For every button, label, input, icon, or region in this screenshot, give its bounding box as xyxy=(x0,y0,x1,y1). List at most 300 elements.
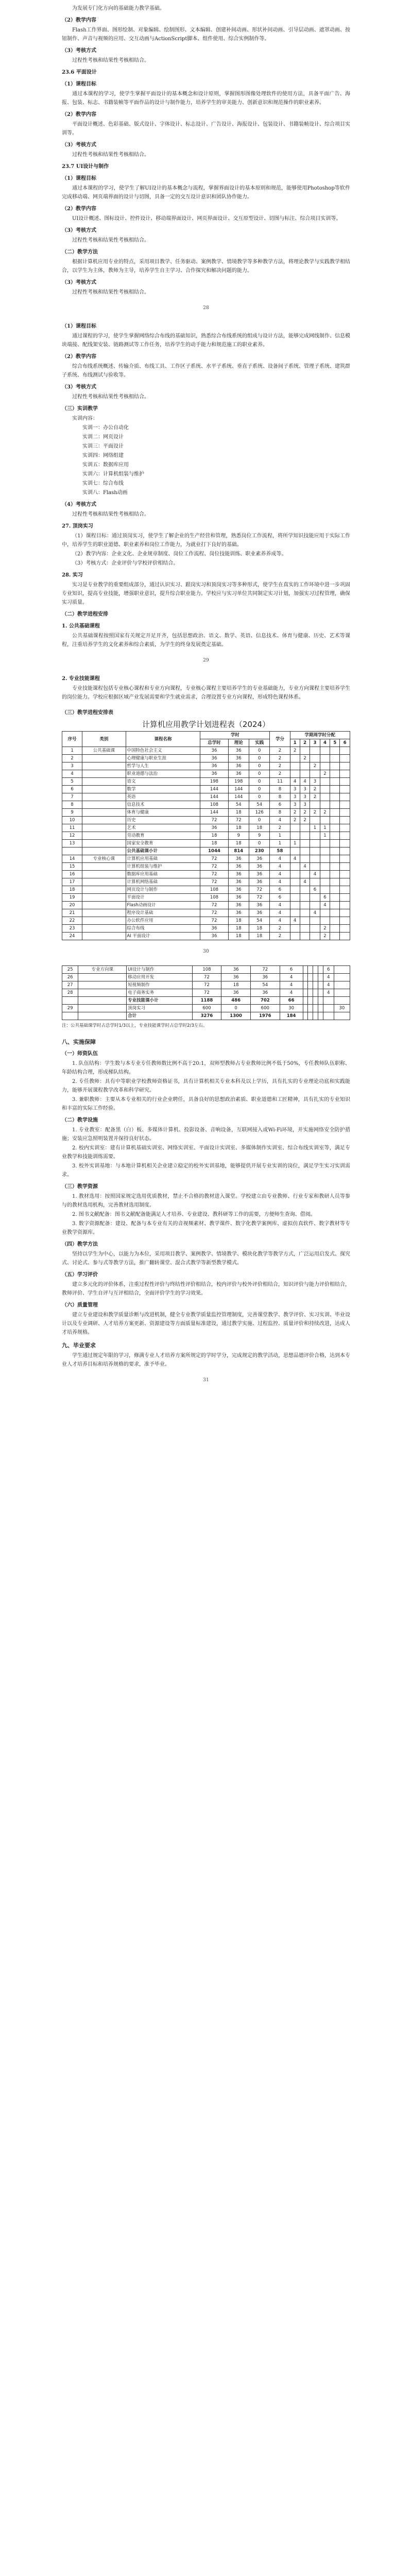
cell-semester xyxy=(290,894,300,902)
table-row xyxy=(62,786,350,793)
page-4 xyxy=(62,1038,350,1369)
cell-seq: 2 xyxy=(62,755,82,762)
cell-theory: 72 xyxy=(228,817,249,824)
cell-semester xyxy=(320,747,330,755)
table-subtotal-row xyxy=(62,848,350,855)
cell-semester xyxy=(320,840,330,848)
cell-total: 72 xyxy=(200,902,228,909)
cell-practice: 0 xyxy=(249,747,270,755)
cell-semester xyxy=(290,933,300,940)
cell-semester xyxy=(308,1012,313,1020)
cell-semester xyxy=(300,770,310,778)
cell-course: Flash动画设计 xyxy=(126,902,200,909)
cell-category xyxy=(82,762,126,770)
cell-total: 3276 xyxy=(192,1012,221,1020)
cell-total: 108 xyxy=(200,894,228,902)
table-row xyxy=(62,974,350,981)
cell-seq: 20 xyxy=(62,902,82,909)
cell-semester xyxy=(310,855,320,863)
cell-semester xyxy=(318,989,323,997)
cell-seq: 9 xyxy=(62,809,82,817)
page-3 xyxy=(62,674,350,940)
cell-seq xyxy=(62,848,82,855)
cell-theory: 36 xyxy=(228,855,249,863)
list-item: 实训八：Flash动画 xyxy=(82,490,128,496)
cell-credits: 4 xyxy=(270,817,290,824)
cell-credits: 4 xyxy=(270,855,290,863)
cell-semester xyxy=(310,770,320,778)
cell-semester: 1 xyxy=(320,832,330,840)
header-semester: 4 xyxy=(320,739,330,747)
cell-seq: 23 xyxy=(62,925,82,933)
cell-category xyxy=(78,997,127,1005)
cell-semester xyxy=(318,974,323,981)
cell-semester: 2 xyxy=(310,762,320,770)
cell-practice: 1976 xyxy=(250,1012,280,1020)
page-number: 30 xyxy=(203,949,209,954)
cell-theory: 36 xyxy=(228,909,249,917)
cell-semester xyxy=(330,755,340,762)
list-item: 实训七：综合布线 xyxy=(82,481,124,486)
cell-semester xyxy=(300,840,310,848)
cell-category xyxy=(78,981,127,989)
cell-seq: 18 xyxy=(62,886,82,894)
cell-practice: 126 xyxy=(249,809,270,817)
cell-semester xyxy=(320,762,330,770)
cell-semester xyxy=(290,770,300,778)
cell-practice: 230 xyxy=(249,848,270,855)
paragraph: 专业技能课程包括专业核心课程和专业方向课程，专业核心课程主要培养学生的专业基础能力，专业方向课程主要培养学生的岗位能力。学校应根据区域产业发展需要和学生就业需求，合理设置专业方向课程，形成特色课程体系。 xyxy=(62,686,350,700)
cell-practice: 36 xyxy=(249,855,270,863)
cell-total: 198 xyxy=(200,778,228,786)
cell-semester xyxy=(340,786,350,793)
header-semester: 2 xyxy=(300,739,310,747)
section-heading: 九、毕业要求 xyxy=(62,1342,96,1349)
cell-semester xyxy=(330,925,340,933)
cell-semester xyxy=(340,824,350,832)
cell-semester xyxy=(330,778,340,786)
cell-credits: 6 xyxy=(270,886,290,894)
cell-course: 信息技术 xyxy=(126,801,200,809)
cell-semester: 6 xyxy=(323,966,334,974)
cell-course: 劳动教育 xyxy=(126,832,200,840)
cell-total: 36 xyxy=(200,747,228,755)
cell-semester xyxy=(323,1005,334,1012)
paragraph: 过程性考核和结果性考核相结合。 xyxy=(72,152,149,158)
cell-semester xyxy=(300,917,310,925)
cell-course: 合计 xyxy=(127,1012,192,1020)
cell-course: 专业技能课小计 xyxy=(127,997,192,1005)
cell-category: 专业核心课 xyxy=(82,855,126,863)
paragraph: 过程性考核和结果性考核相结合。 xyxy=(72,58,149,63)
cell-semester: 2 xyxy=(320,933,330,940)
cell-semester: 3 xyxy=(300,786,310,793)
cell-theory: 36 xyxy=(228,863,249,871)
table-row xyxy=(62,832,350,840)
cell-practice: 72 xyxy=(249,886,270,894)
cell-semester xyxy=(300,824,310,832)
cell-category xyxy=(82,902,126,909)
table-row xyxy=(62,755,350,762)
cell-course: 数学 xyxy=(126,786,200,793)
cell-semester xyxy=(310,832,320,840)
section-heading: 八、实施保障 xyxy=(62,1039,96,1045)
header-course: 课程名称 xyxy=(126,732,200,747)
cell-total: 72 xyxy=(200,917,228,925)
cell-course: 中国特色社会主义 xyxy=(126,747,200,755)
cell-practice: 18 xyxy=(249,824,270,832)
cell-practice: 0 xyxy=(249,778,270,786)
cell-semester xyxy=(300,925,310,933)
cell-course: 哲学与人生 xyxy=(126,762,200,770)
cell-semester xyxy=(313,974,318,981)
cell-total: 72 xyxy=(200,871,228,878)
cell-semester xyxy=(300,871,310,878)
cell-semester xyxy=(320,886,330,894)
cell-total: 108 xyxy=(200,801,228,809)
paragraph: 1. 队伍结构：学生数与本专业专任教师数比例不高于20:1，双师型教师占专业教师比例不低于50%，专任教师队伍职称、年龄结构合理，形成梯队结构。 xyxy=(62,1061,350,1075)
cell-theory: 36 xyxy=(228,747,249,755)
cell-semester xyxy=(313,981,318,989)
paragraph: 平面设计概述、色彩基础、版式设计、字体设计、标志设计、广告设计、海报设计、包装设计、书籍装帧设计、综合项目实训等。 xyxy=(62,122,350,136)
table-title: 计算机应用教学计划进程表（2024） xyxy=(142,720,270,729)
cell-seq: 12 xyxy=(62,832,82,840)
cell-semester: 4 xyxy=(300,863,310,871)
cell-semester xyxy=(310,902,320,909)
cell-theory: 36 xyxy=(228,770,249,778)
cell-theory: 18 xyxy=(228,925,249,933)
paragraph: 1. 教材选用：按照国家规定选用优质教材，禁止不合格的教材进入课堂。学校建立由专业教师、行业专家和教研人员等参与的教材选用机构，完善教材选用制度。 xyxy=(62,1194,350,1208)
cell-semester xyxy=(340,770,350,778)
cell-semester xyxy=(310,755,320,762)
cell-seq: 16 xyxy=(62,871,82,878)
cell-course: 心理健康与职业生涯 xyxy=(126,755,200,762)
paragraph: 1. 专业教室：配备黑（白）板、多媒体计算机、投影设备、音响设备，互联网接入或Wi-Fi环境，并实施网络安全防护措施；安装应急照明装置并保持良好状态。 xyxy=(62,1127,350,1142)
cell-practice: 72 xyxy=(250,966,280,974)
section-heading: （二）教学进程安排 xyxy=(62,612,108,617)
page-number: 31 xyxy=(203,1378,209,1383)
table-body xyxy=(62,747,350,940)
table-row xyxy=(62,925,350,933)
section-heading: （四）教学方法 xyxy=(62,1242,98,1247)
cell-semester xyxy=(330,762,340,770)
cell-seq: 17 xyxy=(62,878,82,886)
cell-semester: 4 xyxy=(323,974,334,981)
cell-semester xyxy=(320,863,330,871)
cell-category xyxy=(82,824,126,832)
cell-total: 36 xyxy=(200,824,228,832)
table-row xyxy=(62,863,350,871)
cell-total: 36 xyxy=(200,770,228,778)
table-subtotal-row xyxy=(62,1012,350,1020)
cell-semester xyxy=(290,863,300,871)
cell-total: 72 xyxy=(192,989,221,997)
cell-semester xyxy=(320,878,330,886)
cell-semester xyxy=(313,997,318,1005)
cell-semester: 6 xyxy=(320,894,330,902)
cell-credits: 11 xyxy=(270,778,290,786)
paragraph: 建立多元化的评价体系，注重过程性评价与终结性评价相结合，校内评价与校外评价相结合，知识评价与能力评价相结合，教师评价、学生自评与互评相结合，全面评价学生的学习效果。 xyxy=(62,1282,350,1296)
table-row xyxy=(62,778,350,786)
cell-semester: 4 xyxy=(290,778,300,786)
cell-semester xyxy=(290,886,300,894)
header-semester: 6 xyxy=(340,739,350,747)
paragraph: 3. 校外实训基地：与本地计算机相关企业建立稳定的校外实训基地，能够提供开展专业实训的岗位，满足学生实习实训需求。 xyxy=(62,1163,350,1178)
cell-semester: 4 xyxy=(310,871,320,878)
section-heading: （3）考核方式 xyxy=(62,48,96,54)
paragraph: （3）考核方式：企业评价与学校评价相结合。 xyxy=(72,561,179,566)
cell-theory: 18 xyxy=(228,840,249,848)
cell-semester xyxy=(300,855,310,863)
cell-semester: 4 xyxy=(323,981,334,989)
cell-semester xyxy=(290,902,300,909)
cell-theory: 9 xyxy=(228,832,249,840)
cell-seq xyxy=(62,1012,78,1020)
cell-credits: 2 xyxy=(270,755,290,762)
cell-semester xyxy=(300,747,310,755)
cell-credits: 30 xyxy=(280,1005,303,1012)
cell-total: 72 xyxy=(200,817,228,824)
section-heading: （二）教学设施 xyxy=(62,1117,98,1123)
cell-semester xyxy=(290,824,300,832)
cell-theory: 18 xyxy=(228,824,249,832)
cell-category xyxy=(82,832,126,840)
cell-semester xyxy=(334,974,350,981)
cell-practice: 36 xyxy=(249,863,270,871)
cell-semester: 2 xyxy=(310,809,320,817)
header-theory: 理论 xyxy=(228,739,249,747)
cell-semester: 2 xyxy=(290,747,300,755)
cell-course: 顶岗实习 xyxy=(127,1005,192,1012)
paragraph: 2. 专任教师：具有中等职业学校教师资格证书，具有计算机相关专业本科及以上学历，具有扎实的专业理论功底和实践能力，能够开展课程教学改革和科学研究。 xyxy=(62,1079,350,1093)
cell-semester xyxy=(310,840,320,848)
cell-seq: 13 xyxy=(62,840,82,848)
cell-theory: 36 xyxy=(228,878,249,886)
cell-credits: 184 xyxy=(280,1012,303,1020)
cell-seq: 6 xyxy=(62,786,82,793)
section-heading: （六）质量管理 xyxy=(62,1302,98,1308)
cell-theory: 36 xyxy=(228,894,249,902)
cell-credits: 4 xyxy=(280,989,303,997)
cell-semester: 3 xyxy=(300,801,310,809)
page-1 xyxy=(62,4,350,297)
cell-course: 综合布线 xyxy=(126,925,200,933)
cell-semester xyxy=(340,863,350,871)
cell-category xyxy=(82,886,126,894)
cell-course: 数据库应用基础 xyxy=(126,871,200,878)
cell-course: 计算机组装与维护 xyxy=(126,863,200,871)
cell-category xyxy=(82,894,126,902)
table-row xyxy=(62,886,350,894)
table-row xyxy=(62,933,350,940)
cell-semester xyxy=(334,997,350,1005)
cell-semester xyxy=(340,894,350,902)
cell-seq: 29 xyxy=(62,1005,78,1012)
cell-category xyxy=(82,786,126,793)
list-item: 实训四：网络组建 xyxy=(82,453,124,459)
table-row xyxy=(62,989,350,997)
cell-semester xyxy=(300,886,310,894)
cell-theory: 0 xyxy=(221,1005,251,1012)
cell-practice: 54 xyxy=(250,981,280,989)
cell-category: 公共基础课 xyxy=(82,747,126,755)
cell-semester xyxy=(320,855,330,863)
cell-semester xyxy=(334,981,350,989)
cell-semester xyxy=(310,925,320,933)
cell-total: 1188 xyxy=(192,997,221,1005)
cell-semester xyxy=(330,747,340,755)
cell-semester xyxy=(320,755,330,762)
cell-category xyxy=(82,817,126,824)
cell-total: 108 xyxy=(200,886,228,894)
cell-credits: 4 xyxy=(280,981,303,989)
cell-semester xyxy=(330,863,340,871)
cell-semester xyxy=(340,801,350,809)
cell-total: 1044 xyxy=(200,848,228,855)
cell-semester: 4 xyxy=(300,878,310,886)
cell-semester xyxy=(330,933,340,940)
cell-theory: 36 xyxy=(228,871,249,878)
header-seq: 序号 xyxy=(62,732,82,747)
cell-semester: 2 xyxy=(290,817,300,824)
cell-credits: 8 xyxy=(270,786,290,793)
cell-semester xyxy=(290,848,300,855)
cell-semester xyxy=(313,966,318,974)
cell-course: 英语 xyxy=(126,793,200,801)
cell-semester xyxy=(330,894,340,902)
cell-semester xyxy=(318,1012,323,1020)
cell-semester xyxy=(340,886,350,894)
cell-practice: 9 xyxy=(249,832,270,840)
cell-semester xyxy=(290,878,300,886)
cell-theory: 36 xyxy=(228,886,249,894)
cell-semester xyxy=(330,840,340,848)
section-heading: 28. 实习 xyxy=(62,572,83,578)
cell-practice: 0 xyxy=(249,817,270,824)
cell-seq: 19 xyxy=(62,894,82,902)
paragraph: 2. 校内实训室：建有计算机基础实训室、网络实训室、平面设计实训室、多媒体制作实训室、综合布线实训室等，满足专业教学和技能训练需要。 xyxy=(62,1145,350,1160)
cell-total: 72 xyxy=(200,878,228,886)
paragraph: 通过课程的学习，使学生掌握网络综合布线的基础知识，熟悉综合布线系统的组成与设计方法，能够完成网线制作、信息模块端接、配线架安装、链路测试等工作任务，培养学生的动手能力和规范施工的职业素养。 xyxy=(62,333,350,348)
cell-practice: 54 xyxy=(249,917,270,925)
cell-practice: 36 xyxy=(249,878,270,886)
list-intro: 实训内容： xyxy=(72,416,98,421)
cell-practice: 72 xyxy=(249,894,270,902)
cell-total: 36 xyxy=(200,925,228,933)
cell-total: 36 xyxy=(200,755,228,762)
cell-theory: 36 xyxy=(221,974,251,981)
table-row xyxy=(62,747,350,755)
cell-semester xyxy=(340,809,350,817)
cell-practice: 600 xyxy=(250,1005,280,1012)
section-heading: （2）教学内容 xyxy=(62,18,96,23)
cell-semester xyxy=(290,762,300,770)
section-heading: 2. 专业技能课程 xyxy=(62,676,100,682)
table-row xyxy=(62,770,350,778)
cell-semester xyxy=(313,1005,318,1012)
cell-semester xyxy=(330,902,340,909)
cell-credits: 6 xyxy=(270,894,290,902)
paragraph: 过程性考核和结果性考核相结合。 xyxy=(72,238,149,243)
cell-semester xyxy=(340,817,350,824)
cell-credits: 4 xyxy=(270,909,290,917)
cell-semester xyxy=(300,909,310,917)
cell-theory: 1300 xyxy=(221,1012,251,1020)
paragraph: 过程性考核和结果性考核相结合。 xyxy=(72,394,149,400)
cell-category xyxy=(82,848,126,855)
curriculum-table-continued xyxy=(62,965,350,1020)
cell-category xyxy=(82,871,126,878)
cell-semester xyxy=(300,762,310,770)
cell-practice: 36 xyxy=(249,871,270,878)
section-heading: （1）课程目标 xyxy=(62,81,96,87)
cell-semester xyxy=(300,832,310,840)
paragraph: 实习是专业教学的重要组成部分，通过认识实习、跟岗实习和顶岗实习等多种形式，使学生在真实的工作环境中进一步巩固专业知识，提高专业技能，增强职业意识，提升综合职业能力。学校应与实习单位共同制定实习计划，加强实习过程管理，确保实习质量。 xyxy=(62,582,350,605)
cell-category xyxy=(78,974,127,981)
cell-semester xyxy=(300,933,310,940)
cell-practice: 36 xyxy=(249,902,270,909)
cell-credits: 4 xyxy=(280,974,303,981)
table-row xyxy=(62,902,350,909)
cell-theory: 486 xyxy=(221,997,251,1005)
cell-theory: 18 xyxy=(228,933,249,940)
cell-semester: 3 xyxy=(310,778,320,786)
cell-semester xyxy=(300,894,310,902)
cell-theory: 144 xyxy=(228,786,249,793)
cell-semester: 3 xyxy=(290,793,300,801)
cell-seq: 27 xyxy=(62,981,78,989)
cell-category xyxy=(82,909,126,917)
cell-course: 国家安全教育 xyxy=(126,840,200,848)
section-heading: （一）师资队伍 xyxy=(62,1051,98,1057)
header-semester: 5 xyxy=(330,739,340,747)
cell-semester xyxy=(310,801,320,809)
cell-category xyxy=(82,755,126,762)
paragraph: UI设计概述、图标设计、控件设计、移动端界面设计、网页界面设计、交互原型设计、切图与标注、综合项目实训等。 xyxy=(72,216,341,222)
table-row xyxy=(62,855,350,863)
table-row xyxy=(62,871,350,878)
table-body xyxy=(62,966,350,1020)
cell-semester xyxy=(310,848,320,855)
cell-semester xyxy=(340,832,350,840)
cell-semester xyxy=(303,1005,308,1012)
cell-credits: 2 xyxy=(270,762,290,770)
cell-semester xyxy=(340,840,350,848)
cell-semester xyxy=(340,909,350,917)
cell-course: 办公软件应用 xyxy=(126,917,200,925)
list-item: 实训一：办公自动化 xyxy=(82,425,129,431)
cell-total: 72 xyxy=(192,974,221,981)
paragraph: 2. 图书文献配备：图书文献配备能满足人才培养、专业建设、教科研等工作的需要，方便师生查询、借阅。 xyxy=(72,1212,316,1217)
cell-semester: 2 xyxy=(320,809,330,817)
cell-course: 电子商务实务 xyxy=(127,989,192,997)
cell-semester xyxy=(330,871,340,878)
cell-practice: 36 xyxy=(250,974,280,981)
cell-semester xyxy=(318,1005,323,1012)
cell-semester xyxy=(340,848,350,855)
header-practice: 实践 xyxy=(249,739,270,747)
table-row xyxy=(62,809,350,817)
paragraph: （2）教学内容：企业文化、企业规章制度、岗位工作流程、岗位技能训练、职业素养养成等。 xyxy=(72,551,287,557)
cell-semester xyxy=(320,786,330,793)
section-heading: （1）课程目标 xyxy=(62,324,96,329)
cell-semester xyxy=(320,817,330,824)
cell-seq: 22 xyxy=(62,917,82,925)
section-heading: （3）考核方式 xyxy=(62,228,96,233)
cell-practice: 36 xyxy=(249,909,270,917)
section-heading: （3）考核方式 xyxy=(62,142,96,148)
cell-semester xyxy=(308,966,313,974)
